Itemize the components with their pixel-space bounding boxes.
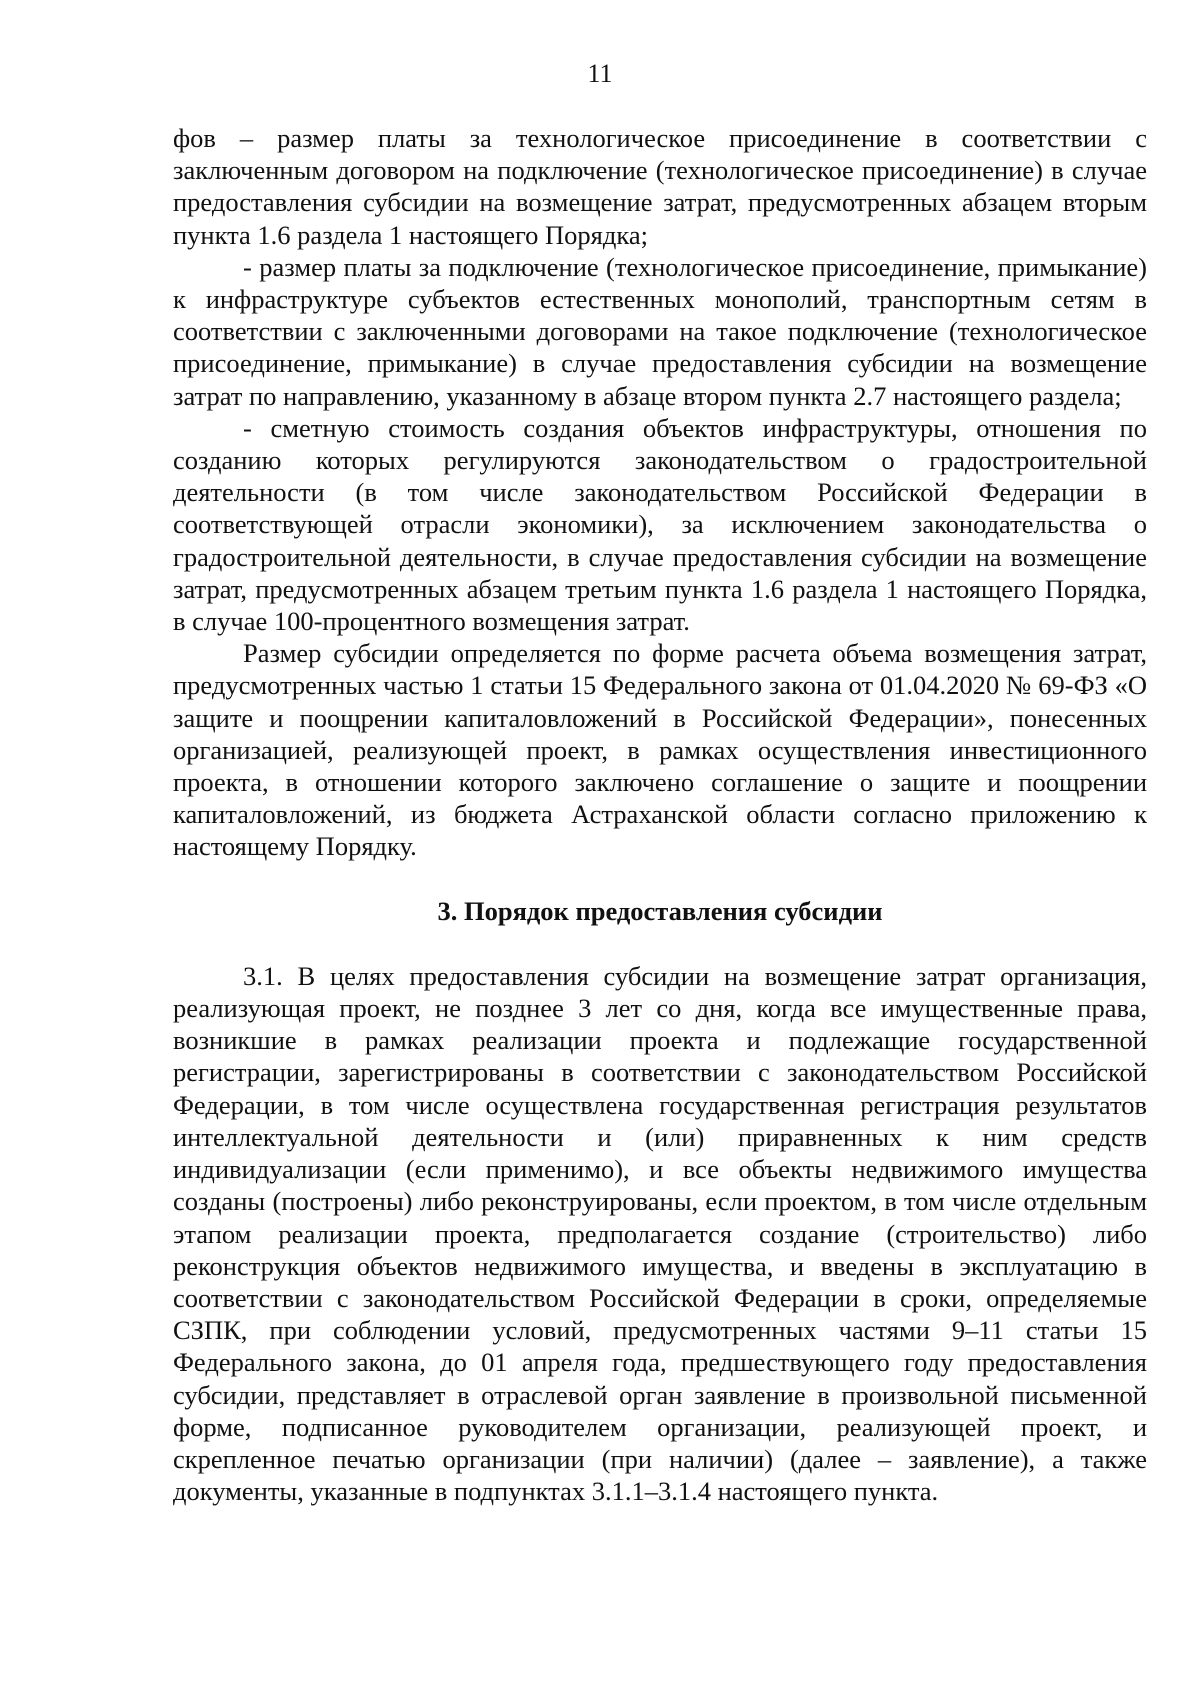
paragraph-subsidy-amount: Размер субсидии определяется по форме расчета объема возмещения затрат, предусмотренных частью 1 статьи 15 Федерального закона от 01.04.2020 № 69-ФЗ «О защите и поощрении капиталовложений в Российской Федерации», понесенных организацией, реализующей проект, в рамках осуществления инвестиционного проекта, в отношении которого заключено соглашение о защите и поощрении капиталовложений, из бюджета Астраханской области согласно приложению к настоящему Порядку.	[173, 638, 1147, 862]
section-heading: 3. Порядок предоставления субсидии	[437, 895, 883, 926]
paragraph-connection-fee: - размер платы за подключение (технологическое присоединение, примыкание) к инфраструктуре субъектов естественных монополий, транспортным сетям в соответствии с заключенными договорами на такое подключение (технологическое присоединение, примыкание) в случае предоставления субсидии на возмещение затрат по направлению, указанному в абзаце втором пункта 2.7 настоящего раздела;	[173, 251, 1147, 411]
paragraph-continuation: фов – размер платы за технологическое присоединение в соответствии с заключенным договором на подключение (технологическое присоединение) в случае предоставления субсидии на возмещение затрат, предусмотренных абзацем вторым пункта 1.6 раздела 1 настоящего Порядка;	[173, 123, 1147, 250]
paragraph-estimated-cost: - сметную стоимость создания объектов инфраструктуры, отношения по созданию которых регулируются законодательством о градостроительной деятельности (в том числе законодательством Российской Федерации в соответствующей отрасли экономики), за исключением законодательства о градостроительной деятельности, в случае предоставления субсидии на возмещение затрат, предусмотренных абзацем третьим пункта 1.6 раздела 1 настоящего Порядка, в случае 100-процентного возмещения затрат.	[173, 412, 1147, 637]
page-number: 11	[587, 59, 613, 88]
document-body	[173, 122, 1147, 1507]
paragraph-3-1: 3.1. В целях предоставления субсидии на возмещение затрат организация, реализующая проект, не позднее 3 лет со дня, когда все имущественные права, возникшие в рамках реализации проекта и подлежащие государственной регистрации, зарегистрированы в соответствии с законодательством Российской Федерации, в том числе осуществлена государственная регистрация результатов интеллектуальной деятельности и (или) приравненных к ним средств индивидуализации (если применимо), и все объекты недвижимого имущества созданы (построены) либо реконструированы, если проектом, в том числе отдельным этапом реализации проекта, предполагается создание (строительство) либо реконструкция объектов недвижимого имущества, и введены в эксплуатацию в соответствии с законодательством Российской Федерации в сроки, определяемые СЗПК, при соблюдении условий, предусмотренных частями 9–11 статьи 15 Федерального закона, до 01 апреля года, предшествующего году предоставления субсидии, представляет в отраслевой орган заявление в произвольной письменной форме, подписанное руководителем организации, реализующей проект, и скрепленное печатью организации (при наличии) (далее – заявление), а также документы, указанные в подпунктах 3.1.1–3.1.4 настоящего пункта.	[173, 960, 1147, 1507]
